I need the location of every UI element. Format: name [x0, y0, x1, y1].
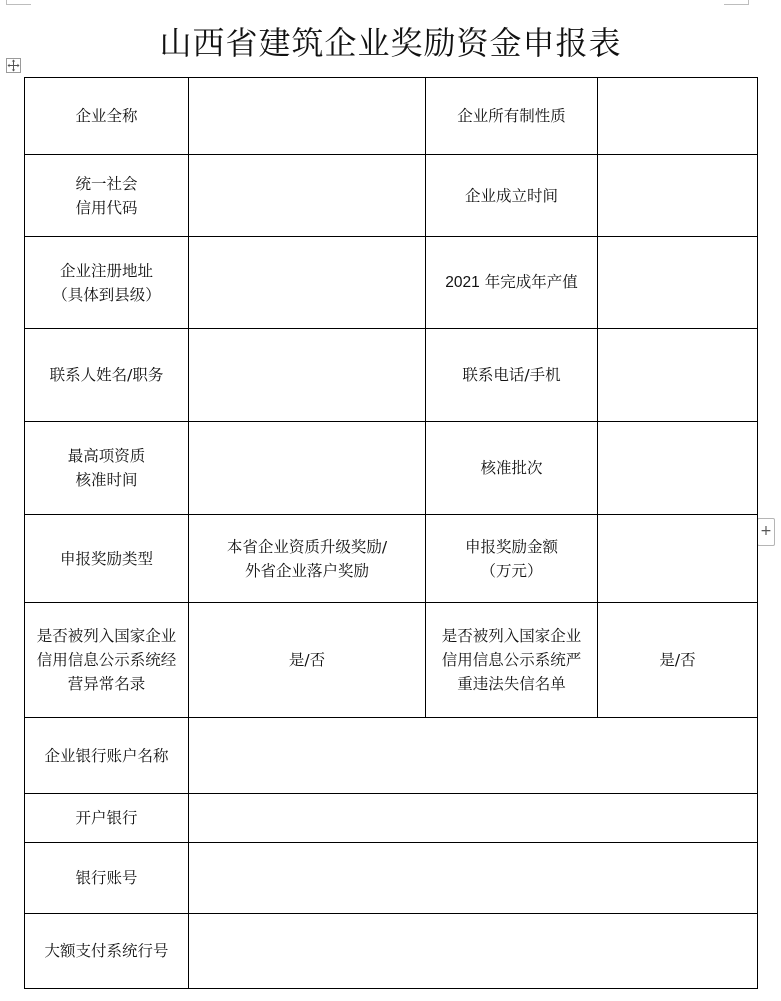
form-row-bank-account-name [25, 718, 758, 794]
abnormal-operation-list-label: 是否被列入国家企业 信用信息公示系统经 营异常名录 [25, 603, 189, 718]
four-arrow-move-icon [7, 59, 20, 72]
annual-output-value-field[interactable] [598, 237, 758, 329]
company-full-name-label: 企业全称 [25, 78, 189, 155]
form-row-opening-bank [25, 794, 758, 843]
bank-account-name-label: 企业银行账户名称 [25, 718, 189, 794]
company-full-name-field[interactable] [189, 78, 426, 155]
serious-dishonesty-list-value[interactable]: 是/否 [598, 603, 758, 718]
abnormal-operation-list-value[interactable]: 是/否 [189, 603, 426, 718]
form-row-company-name [25, 78, 758, 155]
page-corner-mark-left [6, 0, 31, 5]
founding-date-label: 企业成立时间 [426, 155, 598, 237]
approval-batch-label: 核准批次 [426, 422, 598, 515]
page-corner-mark-right [724, 0, 749, 5]
form-row-reward [25, 515, 758, 603]
contact-phone-field[interactable] [598, 329, 758, 422]
founding-date-field[interactable] [598, 155, 758, 237]
contact-person-label: 联系人姓名/职务 [25, 329, 189, 422]
approval-batch-field[interactable] [598, 422, 758, 515]
opening-bank-label: 开户银行 [25, 794, 189, 843]
bank-account-name-field[interactable] [189, 718, 758, 794]
registered-address-label: 企业注册地址 （具体到县级） [25, 237, 189, 329]
reward-type-label: 申报奖励类型 [25, 515, 189, 603]
account-number-field[interactable] [189, 843, 758, 914]
reward-type-value[interactable]: 本省企业资质升级奖励/ 外省企业落户奖励 [189, 515, 426, 603]
add-row-handle[interactable]: + [757, 518, 775, 546]
contact-person-field[interactable] [189, 329, 426, 422]
registered-address-field[interactable] [189, 237, 426, 329]
account-number-label: 银行账号 [25, 843, 189, 914]
credit-code-label: 统一社会 信用代码 [25, 155, 189, 237]
ownership-type-label: 企业所有制性质 [426, 78, 598, 155]
reward-amount-label: 申报奖励金额 （万元） [426, 515, 598, 603]
credit-code-field[interactable] [189, 155, 426, 237]
form-row-credit-lists [25, 603, 758, 718]
form-row-contact [25, 329, 758, 422]
page-title: 山西省建筑企业奖励资金申报表 [159, 24, 622, 62]
form-row-credit-code [25, 155, 758, 237]
large-payment-code-field[interactable] [189, 914, 758, 989]
form-row-large-payment-code [25, 914, 758, 989]
top-qualification-field[interactable] [189, 422, 426, 515]
form-row-address [25, 237, 758, 329]
ownership-type-field[interactable] [598, 78, 758, 155]
application-form-table [24, 77, 758, 989]
table-move-handle[interactable] [6, 58, 21, 73]
annual-output-value-label: 2021 年完成年产值 [426, 237, 598, 329]
contact-phone-label: 联系电话/手机 [426, 329, 598, 422]
serious-dishonesty-list-label: 是否被列入国家企业 信用信息公示系统严 重违法失信名单 [426, 603, 598, 718]
large-payment-code-label: 大额支付系统行号 [25, 914, 189, 989]
top-qualification-label: 最高项资质 核准时间 [25, 422, 189, 515]
form-row-account-number [25, 843, 758, 914]
opening-bank-field[interactable] [189, 794, 758, 843]
form-row-qualification [25, 422, 758, 515]
reward-amount-field[interactable] [598, 515, 758, 603]
